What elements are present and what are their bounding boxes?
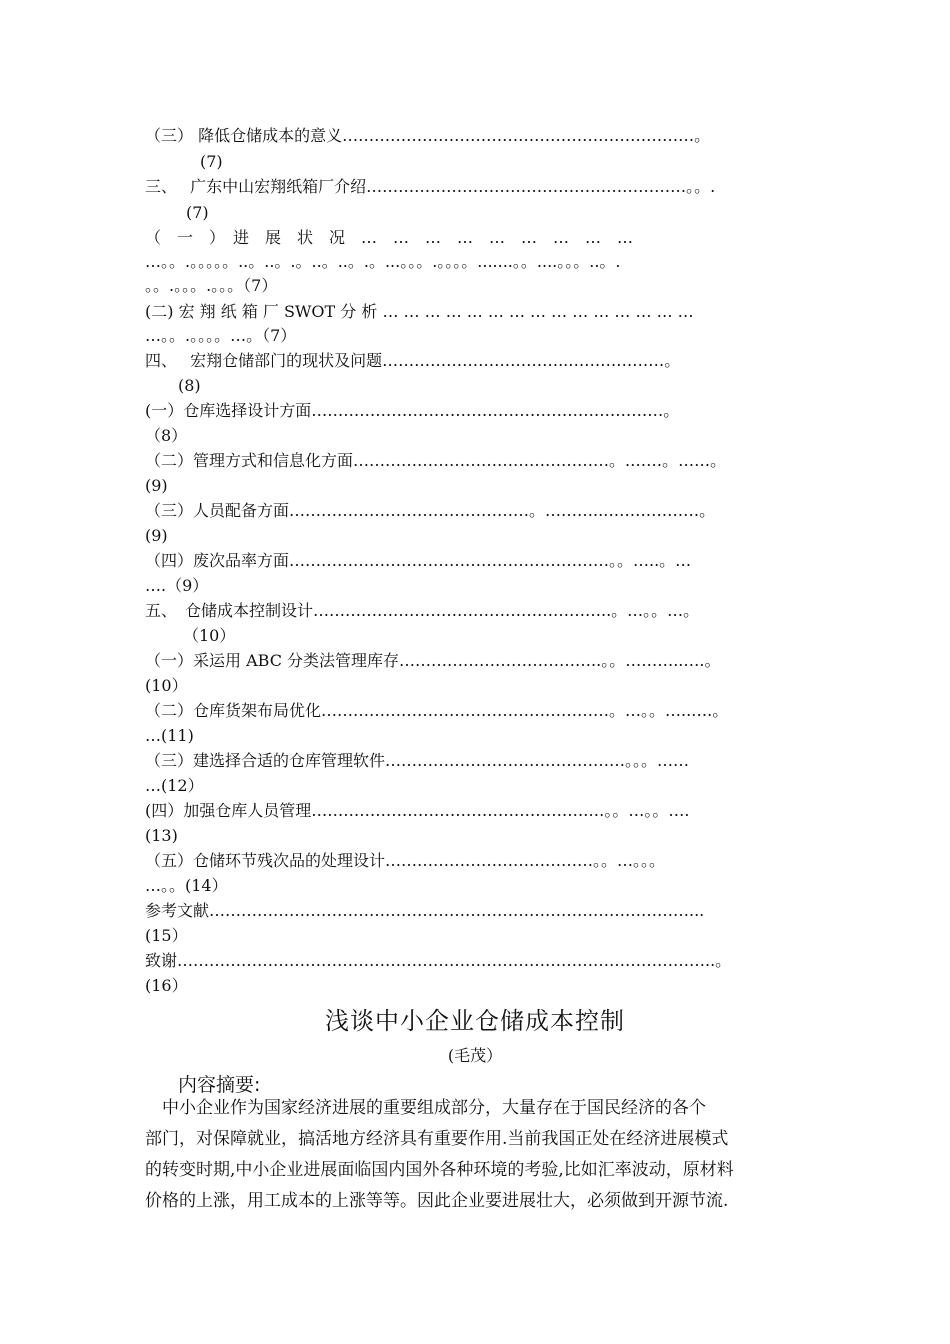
toc-entry[interactable]: （四）废次品率方面……………………………………………………。。…..。… — [145, 551, 692, 570]
toc-page-number: …。。.。。。。…。（7） — [145, 326, 297, 345]
toc-entry[interactable]: 三、 广东中山宏翔纸箱厂介绍……………………………………………………。。. — [145, 177, 716, 196]
toc-page-number: (7) — [186, 203, 209, 222]
author-name: (毛茂） — [447, 1046, 503, 1065]
toc-entry[interactable]: （一）采运用 ABC 分类法管理库存………………………………..。。………..….。 — [145, 651, 721, 670]
toc-entry[interactable]: (四）加强仓库人员管理…………………………………………….…。。…。。…. — [145, 801, 690, 820]
abstract-line: 的转变时期,中小企业进展面临国内国外各种环境的考验,比如汇率波动，原材料 — [145, 1160, 734, 1180]
toc-entry[interactable]: （三）人员配备方面………………………………………。………..………………。 — [145, 501, 716, 520]
toc-page-number: (16） — [145, 976, 188, 995]
toc-page-number: …(11) — [145, 726, 194, 745]
document-title: 浅谈中小企业仓储成本控制 — [325, 1007, 625, 1035]
toc-page-number: （8） — [145, 426, 188, 445]
toc-entry[interactable]: （三） 降低仓储成本的意义…………………………………………………………。 — [145, 126, 711, 145]
abstract-line: 中小企业作为国家经济进展的重要组成部分，大量存在于国民经济的各个 — [145, 1098, 706, 1118]
toc-page-number: (9) — [145, 526, 168, 545]
toc-entry[interactable]: （二）仓库货架布局优化………………………………………………。…。。…..….。 — [145, 701, 729, 720]
toc-entry[interactable]: (一）仓库选择设计方面…………………………………………………………。 — [145, 401, 680, 420]
toc-entry[interactable]: (二) 宏 翔 纸 箱 厂 SWOT 分 析 … … … … … … … … … … … … … … … — [145, 302, 694, 321]
toc-page-number: （10） — [183, 626, 236, 645]
toc-entry[interactable]: 四、 宏翔仓储部门的现状及问题……………………………..………………。 — [145, 351, 681, 370]
toc-page-number: …(12） — [145, 776, 204, 795]
abstract-line: 部门，对保障就业，搞活地方经济具有重要作用.当前我国正处在经济进展模式 — [145, 1129, 729, 1149]
toc-page-number: (8) — [178, 376, 201, 395]
toc-page-number: ….（9） — [145, 576, 209, 595]
toc-page-number: (15） — [145, 926, 188, 945]
toc-entry[interactable]: （三）建选择合适的仓库管理软件………………………………………。。。…… — [145, 751, 690, 770]
toc-entry[interactable]: 致谢………………………………………………………………………………………..。 — [145, 951, 732, 970]
toc-entry[interactable]: （ 一 ） 进 展 状 况 … … … … … … … … … — [145, 228, 634, 247]
toc-page-number: (13) — [145, 826, 178, 845]
toc-page-number: (7) — [200, 152, 223, 171]
toc-entry[interactable]: 参考文献………………………………………………………………………………... — [145, 901, 705, 920]
toc-page-number: (9) — [145, 476, 168, 495]
toc-page-number: …。。(14） — [145, 876, 228, 895]
toc-entry-continuation: …。。.。。。。。..。..。.。..。..。.。...。。。.。。。。.......。。....。。。..。. — [145, 252, 621, 271]
toc-entry[interactable]: 五、 仓储成本控制设计………………………………………………..。…。。…。 — [145, 601, 700, 620]
abstract-heading: 内容摘要: — [178, 1074, 261, 1096]
toc-entry[interactable]: （五）仓储环节残次品的处理设计…………………………………。。…。。。 — [145, 851, 666, 870]
toc-entry[interactable]: （二）管理方式和信息化方面…………………………………………。.……。……。 — [145, 451, 727, 470]
toc-page-number: (10） — [145, 676, 188, 695]
abstract-line: 价格的上涨，用工成本的上涨等等。因此企业要进展壮大，必须做到开源节流. — [145, 1191, 729, 1211]
toc-entry-continuation: 。。.。。。.。。。（7） — [145, 276, 278, 295]
